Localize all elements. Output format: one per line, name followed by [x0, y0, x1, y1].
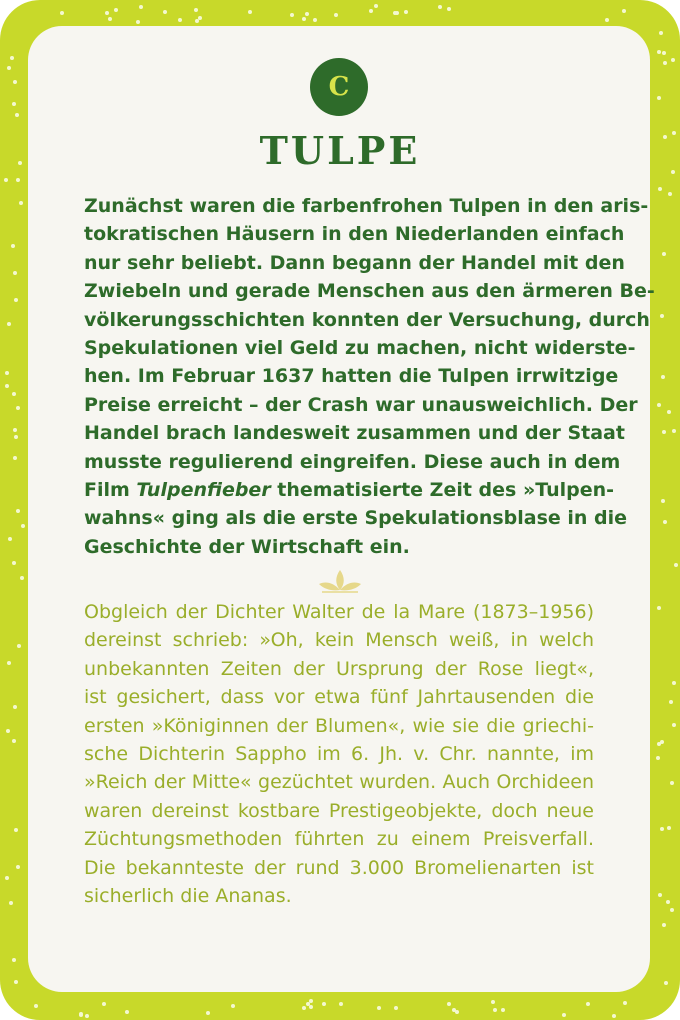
frame-dot: [662, 923, 666, 927]
frame-dot: [6, 729, 10, 733]
frame-dot: [674, 563, 678, 567]
frame-dot: [669, 700, 673, 704]
frame-dot: [657, 403, 661, 407]
frame-dot: [394, 1006, 398, 1010]
frame-dot: [670, 908, 674, 912]
frame-dot: [10, 56, 14, 60]
frame-dot: [662, 51, 666, 55]
frame-dot: [16, 406, 20, 410]
frame-dot: [12, 958, 16, 962]
leaf-ornament-icon: [316, 568, 364, 596]
frame-dot: [491, 1000, 495, 1004]
text-line: völkerungsschichten konnten der Versuchung, durch: [84, 308, 650, 331]
text-line: wahns« ging als die erste Spekulationsblase in die: [84, 507, 628, 530]
frame-dot: [447, 1002, 451, 1006]
frame-dot: [657, 742, 661, 746]
frame-dot: [16, 509, 20, 513]
frame-dot: [9, 901, 13, 905]
frame-dot: [672, 429, 676, 433]
paragraph-flowers: [84, 598, 594, 910]
text-film-prefix: Film: [84, 479, 137, 502]
frame-dot: [322, 1002, 326, 1006]
frame-dot: [13, 271, 17, 275]
frame-dot: [206, 1011, 210, 1015]
frame-dot: [139, 5, 143, 9]
frame-dot: [290, 13, 294, 17]
frame-dot: [7, 661, 11, 665]
text-line-film: [84, 476, 615, 504]
frame-dot: [657, 96, 661, 100]
frame-dot: [668, 192, 672, 196]
frame-dot: [664, 981, 668, 985]
frame-dot: [5, 371, 9, 375]
frame-dot: [671, 58, 675, 62]
frame-dot: [195, 19, 199, 23]
frame-dot: [248, 10, 252, 14]
frame-dot: [663, 520, 667, 524]
frame-dot: [13, 80, 17, 84]
frame-dot: [136, 20, 140, 24]
frame-dot: [21, 524, 25, 528]
text-line: dereinst schrieb: »Oh, kein Mensch weiß, in welch: [84, 629, 594, 652]
text-line: Handel brach landesweit zusammen und der Staat: [84, 422, 625, 445]
frame-dot: [125, 1010, 129, 1014]
text-line: Zwiebeln und gerade Menschen aus den ärmeren Be-: [84, 280, 655, 303]
film-title: Tulpenfieber: [136, 479, 271, 502]
text-line: Preise erreicht – der Crash war unausweichlich. Der: [84, 393, 638, 416]
text-line: ersten »Königinnen der Blumen«, wie sie die griechi-: [84, 714, 594, 737]
frame-dot: [501, 1008, 505, 1012]
text-line: musste regulierend eingreifen. Diese auch in dem: [84, 450, 621, 473]
frame-dot: [79, 1013, 83, 1017]
letter-badge-text: C: [328, 72, 350, 102]
frame-dot: [85, 1014, 89, 1018]
frame-dot: [586, 1002, 590, 1006]
text-line: sicherlich die Ananas.: [84, 885, 292, 908]
frame-dot: [302, 1006, 306, 1010]
frame-dot: [16, 865, 20, 869]
frame-dot: [562, 1013, 566, 1017]
frame-dot: [12, 561, 16, 565]
text-line: Züchtungsmethoden führten zu einem Preisverfall.: [84, 828, 594, 851]
frame-dot: [377, 1006, 381, 1010]
frame-dot: [447, 7, 451, 11]
frame-dot: [662, 430, 666, 434]
card-title: TULPE: [259, 128, 421, 173]
frame-dot: [658, 893, 662, 897]
frame-dot: [661, 499, 665, 503]
frame-dot: [661, 375, 665, 379]
text-line: Zunächst waren die farbenfrohen Tulpen in den aris-: [84, 195, 649, 217]
text-line: »Reich der Mitte« gezüchtet wurden. Auch Orchideen: [84, 771, 594, 794]
frame-dot: [13, 428, 17, 432]
frame-dot: [309, 1005, 313, 1009]
frame-dot: [663, 61, 667, 65]
frame-dot: [623, 1001, 627, 1005]
frame-dot: [19, 201, 23, 205]
frame-dot: [667, 410, 671, 414]
frame-dot: [105, 11, 109, 15]
text-line: tokratischen Häusern in den Niederlanden einfach: [84, 223, 625, 246]
frame-dot: [657, 606, 661, 610]
frame-dot: [7, 322, 11, 326]
frame-dot: [13, 705, 17, 709]
frame-dot: [14, 298, 18, 302]
frame-dot: [438, 5, 442, 9]
frame-dot: [14, 980, 18, 984]
frame-dot: [12, 392, 16, 396]
frame-dot: [662, 252, 666, 256]
frame-dot: [672, 681, 676, 685]
text-line: waren dereinst kostbare Prestigeobjekte, doch neue: [84, 799, 594, 822]
frame-dot: [404, 10, 408, 14]
frame-dot: [163, 10, 167, 14]
frame-dot: [658, 187, 662, 191]
frame-dot: [12, 102, 16, 106]
frame-dot: [672, 723, 676, 727]
frame-dot: [334, 13, 338, 17]
frame-dot: [493, 1008, 497, 1012]
frame-dot: [659, 31, 663, 35]
text-line: nur sehr beliebt. Dann begann der Handel mit den: [84, 251, 625, 274]
text-line: Geschichte der Wirtschaft ein.: [84, 535, 410, 558]
frame-dot: [305, 12, 309, 16]
frame-dot: [12, 739, 16, 743]
paragraph-history: [84, 192, 655, 561]
text-line: Spekulationen viel Geld zu machen, nicht widerste-: [84, 337, 636, 360]
frame-dot: [17, 644, 21, 648]
frame-dot: [108, 17, 112, 21]
frame-dot: [34, 1004, 38, 1008]
text-line: Die bekannteste der rund 3.000 Bromelienarten ist: [84, 856, 594, 879]
frame-dot: [14, 435, 18, 439]
letter-badge: [310, 58, 368, 116]
frame-dot: [657, 50, 661, 54]
frame-dot: [369, 9, 373, 13]
frame-dot: [16, 178, 20, 182]
frame-dot: [178, 18, 182, 22]
frame-dot: [667, 826, 671, 830]
frame-dot: [60, 11, 64, 15]
text-line: hen. Im Februar 1637 hatten die Tulpen irrwitzige: [84, 365, 619, 388]
frame-dot: [313, 18, 317, 22]
text-line: ist gesichert, dass vor etwa fünf Jahrtausenden die: [84, 686, 594, 709]
frame-dot: [20, 576, 24, 580]
frame-dot: [309, 999, 313, 1003]
frame-dot: [13, 456, 17, 460]
text-line: unbekannten Zeiten der Ursprung der Rose liegt«,: [84, 657, 594, 680]
frame-dot: [660, 314, 664, 318]
frame-dot: [194, 8, 198, 12]
frame-dot: [612, 1014, 616, 1018]
frame-dot: [11, 244, 15, 248]
frame-dot: [339, 1002, 343, 1006]
text-line: sche Dichterin Sappho im 6. Jh. v. Chr. nannte, im: [84, 743, 594, 766]
frame-dot: [4, 178, 8, 182]
frame-dot: [670, 781, 674, 785]
frame-dot: [7, 66, 11, 70]
frame-dot: [622, 9, 626, 13]
text-film-suffix: thematisierte Zeit des »Tulpen-: [270, 479, 615, 502]
frame-dot: [302, 17, 306, 21]
frame-dot: [14, 828, 18, 832]
frame-dot: [660, 827, 664, 831]
frame-dot: [666, 900, 670, 904]
frame-dot: [231, 1004, 235, 1008]
frame-dot: [656, 756, 660, 760]
frame-dot: [605, 18, 609, 22]
frame-dot: [5, 384, 9, 388]
frame-dot: [8, 537, 12, 541]
frame-dot: [114, 8, 118, 12]
frame-dot: [102, 1002, 106, 1006]
frame-dot: [15, 113, 19, 117]
frame-dot: [455, 1010, 459, 1014]
frame-dot: [5, 876, 9, 880]
frame-dot: [374, 4, 378, 8]
text-line: Obgleich der Dichter Walter de la Mare (1873–1956): [84, 601, 594, 623]
